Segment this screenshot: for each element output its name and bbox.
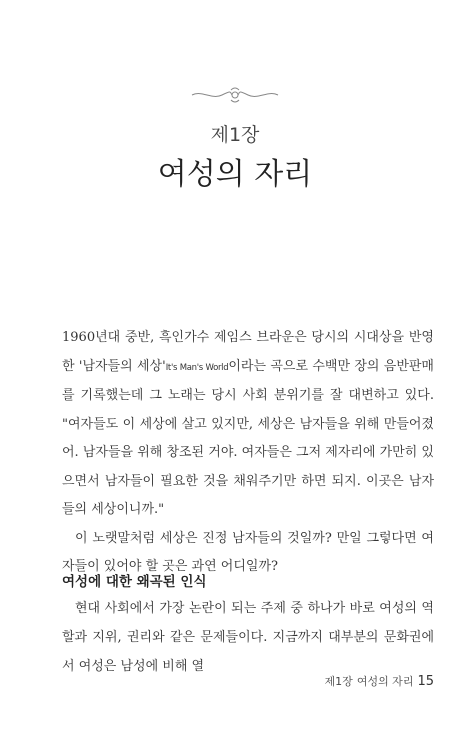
- paragraph-1-english-title: It's Man's World: [165, 362, 229, 373]
- footer-chapter-ref: 제1장: [324, 675, 353, 688]
- page-number: 15: [417, 674, 434, 689]
- paragraph-2: 이 노랫말처럼 세상은 진정 남자들의 것일까? 만일 그렇다면 여자들이 있어야 할 곳은 과연 어디일까?: [62, 530, 434, 574]
- paragraph-1-text-after: 이라는 곡으로 수백만 장의 음반판매를 기록했는데 그 노래는 당시 사회 분위기를 잘 대변하고 있다. "여자들도 이 세상에 살고 있지만, 세상은 남자들을 위해 만들어졌어. 남자들을 위해 창조된 거야. 여자들은 그저 제자리에 가만히 있으면서 남자들이 필요한 것을 채워주기만 하면 되지. 이곳은 남자들의 세상이니까.": [62, 358, 434, 517]
- paragraph-1: [62, 324, 434, 525]
- section-text: [62, 594, 434, 681]
- running-footer: [325, 673, 434, 689]
- footer-chapter-title: 여성의 자리: [356, 675, 414, 688]
- body-text: [62, 324, 434, 582]
- chapter-title: 여성의 자리: [157, 157, 313, 192]
- section-paragraph: 현대 사회에서 가장 논란이 되는 주제 중 하나가 바로 여성의 역할과 지위, 권리와 같은 문제들이다. 지금까지 대부분의 문화권에서 여성은 남성에 비해 열: [62, 601, 434, 674]
- section-heading: 여성에 대한 왜곡된 인식: [62, 574, 207, 590]
- paragraph-1-text-before: 1960년대 중반, 흑인가수 제임스 브라운은 당시의 시대상을 반영한 '남자들의 세상': [62, 330, 434, 374]
- chapter-label: 제1장: [210, 124, 260, 146]
- ornament-divider-icon: [190, 86, 280, 104]
